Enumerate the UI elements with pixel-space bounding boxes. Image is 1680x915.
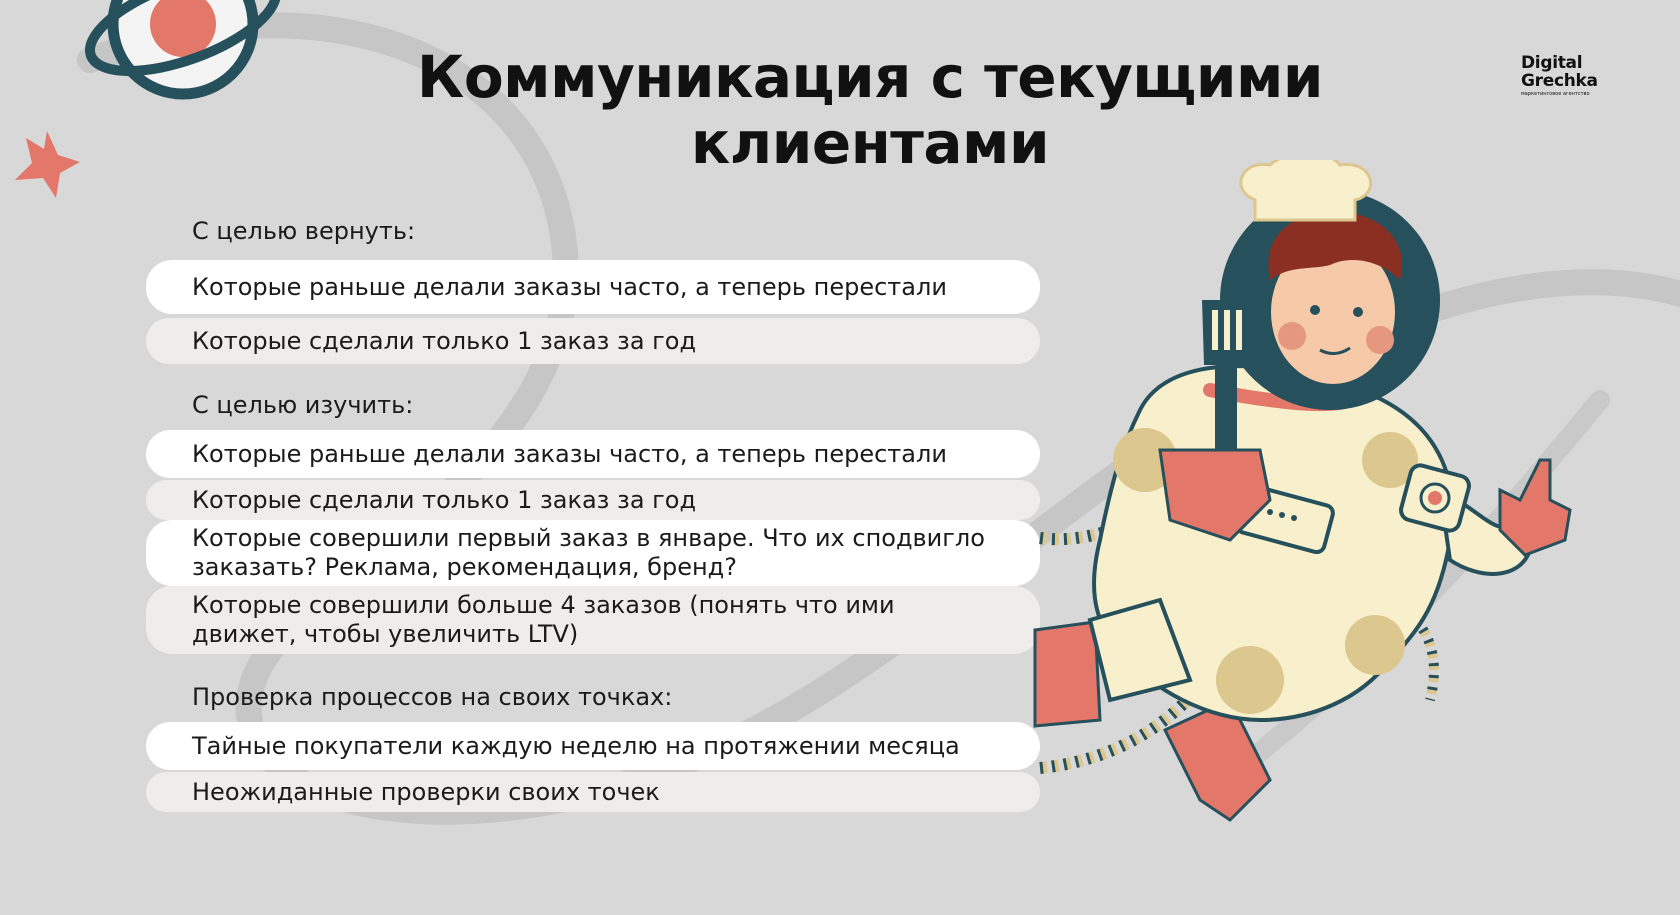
brand-logo [1521,54,1598,98]
list-item: Которые раньше делали заказы часто, а теперь перестали [146,260,1040,314]
section-label-check: Проверка процессов на своих точках: [192,683,673,711]
logo-line-1: Digital [1521,53,1583,73]
list-item: Которые сделали только 1 заказ за год [146,480,1040,520]
star-icon [15,131,80,198]
section-label-study: С целью изучить: [192,391,414,419]
list-item: Неожиданные проверки своих точек [146,772,1040,812]
list-item: Которые сделали только 1 заказ за год [146,318,1040,364]
list-item: Которые совершили больше 4 заказов (понять что ими движет, чтобы увеличить LTV) [146,586,1040,654]
section-label-return: С целью вернуть: [192,217,416,245]
astronaut-chef-illustration [1030,160,1660,840]
list-item: Которые раньше делали заказы часто, а теперь перестали [146,430,1040,478]
list-item: Которые совершили первый заказ в январе. Что их сподвигло заказать? Реклама, рекомендация, бренд? [146,520,1040,586]
logo-tagline: маркетинговое агентство [1521,91,1590,97]
page-title: Коммуникация с текущими клиентами [416,43,1324,177]
logo-line-2: Grechka [1521,71,1598,91]
list-item: Тайные покупатели каждую неделю на протяжении месяца [146,722,1040,770]
